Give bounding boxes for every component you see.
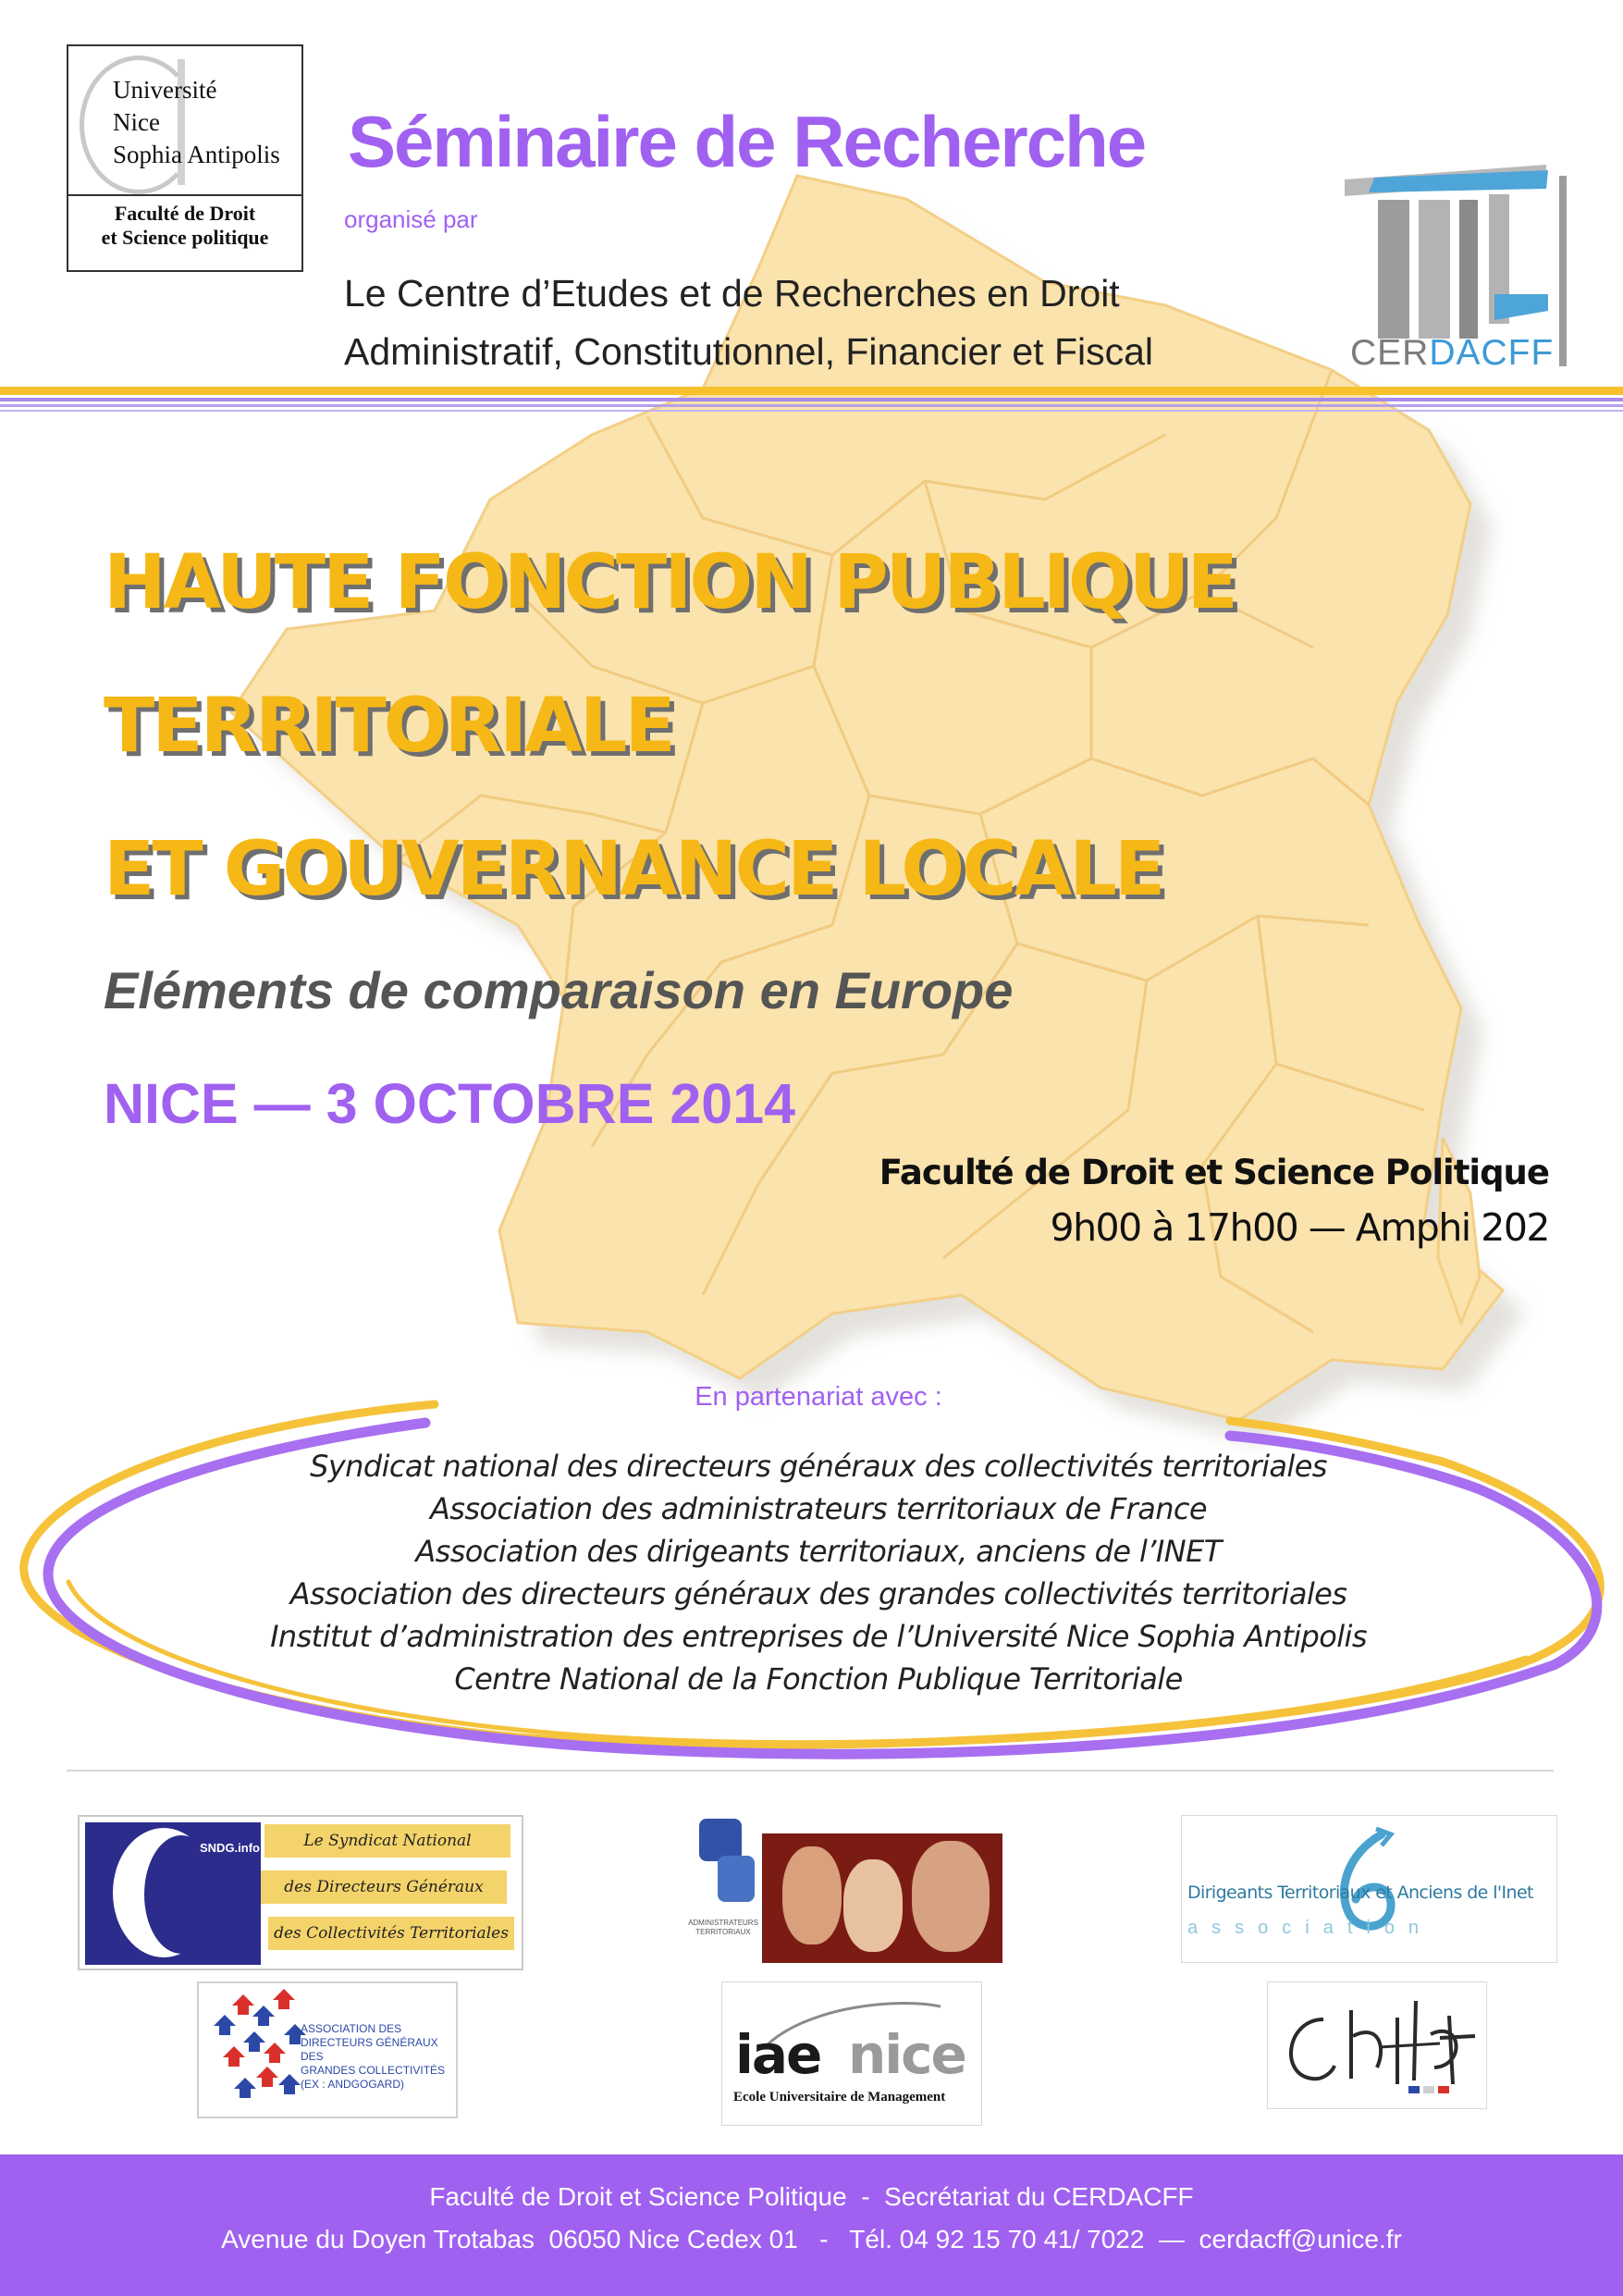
research-center-name: Le Centre d’Etudes et de Recherches en Droit Administratif, Constitutionnel, Financier et Fiscal: [344, 272, 1154, 373]
faculty-name: Faculté de Droit et Science politique: [101, 202, 269, 249]
adgcf-logo: [197, 1981, 458, 2118]
cnfpt-logo: [1267, 1981, 1487, 2109]
iae-word2: nice: [848, 2023, 965, 2086]
university-name: Université Nice Sophia Antipolis: [113, 76, 280, 168]
cerdacff-wordmark-part2: DACFF: [1429, 333, 1555, 373]
dtai-assoc: association: [1187, 1918, 1433, 1938]
partners-heading: En partenariat avec :: [695, 1382, 942, 1412]
sndg-line3: des Collectivités Territoriales: [268, 1917, 514, 1950]
list-item: Association des administrateurs territoriaux de France: [430, 1491, 1207, 1526]
event-title-line1: HAUTE FONCTION PUBLIQUE: [104, 539, 1236, 626]
dtai-name: Dirigeants Territoriaux et Anciens de l'Inet: [1187, 1882, 1533, 1903]
event-schedule: 9h00 à 17h00 — Amphi 202: [1050, 1205, 1549, 1250]
sndg-line2: des Directeurs Généraux: [261, 1870, 507, 1904]
event-venue: Faculté de Droit et Science Politique: [879, 1153, 1549, 1192]
university-logo: [67, 44, 303, 272]
sndg-line1: Le Syndicat National: [264, 1824, 510, 1858]
iae-word1: iae: [735, 2023, 821, 2086]
aatf-logo: [681, 1815, 1002, 1963]
organized-by: organisé par: [344, 205, 478, 233]
list-item: Association des directeurs généraux des grandes collectivités territoriales: [289, 1576, 1347, 1611]
iae-nice-logo: [721, 1981, 982, 2126]
footer-address-line2: Avenue du Doyen Trotabas 06050 Nice Cedex 01 - Tél. 04 92 15 70 41/ 7022 — cerdacff@unice.fr: [221, 2225, 1402, 2253]
aatf-caption: ADMINISTRATEURS TERRITORIAUX: [688, 1919, 758, 1936]
seminar-title: Séminaire de Recherche: [348, 101, 1146, 182]
event-place-date: NICE — 3 OCTOBRE 2014: [104, 1072, 796, 1135]
cerdacff-wordmark-part1: CER: [1350, 333, 1430, 373]
cnfpt-emblem-icon: [1268, 1982, 1487, 2109]
partners-list: [0, 1445, 1623, 1700]
adgcf-text: ASSOCIATION DES DIRECTEURS GÉNÉRAUX DES GRANDES COLLECTIVITÉS (EX : ANDGOGARD): [301, 2022, 446, 2091]
list-item: Association des dirigeants territoriaux, anciens de l’INET: [415, 1534, 1222, 1569]
logos-divider: [67, 1770, 1554, 1771]
list-item: Institut d’administration des entreprises de l’Université Nice Sophia Antipolis: [270, 1619, 1367, 1654]
list-item: Syndicat national des directeurs généraux des collectivités territoriales: [310, 1449, 1327, 1484]
iae-subtitle: Ecole Universitaire de Management: [733, 2090, 946, 2105]
footer-address-line1: Faculté de Droit et Science Politique - Secrétariat du CERDACFF: [429, 2182, 1194, 2211]
header-divider: [0, 387, 1623, 420]
list-item: Centre National de la Fonction Publique Territoriale: [454, 1661, 1183, 1697]
arrows-icon: [204, 1989, 315, 2109]
cerdacff-wordmark: [1350, 333, 1554, 374]
dirigeants-territoriaux-logo: [1181, 1815, 1557, 1963]
event-title-line2: TERRITORIALE: [104, 683, 673, 770]
event-subtitle: Eléments de comparaison en Europe: [104, 961, 1014, 1019]
event-title-line3: ET GOUVERNANCE LOCALE: [104, 826, 1163, 913]
sndg-logo: [78, 1815, 523, 1970]
sndg-tag: SNDG.info: [200, 1841, 260, 1855]
